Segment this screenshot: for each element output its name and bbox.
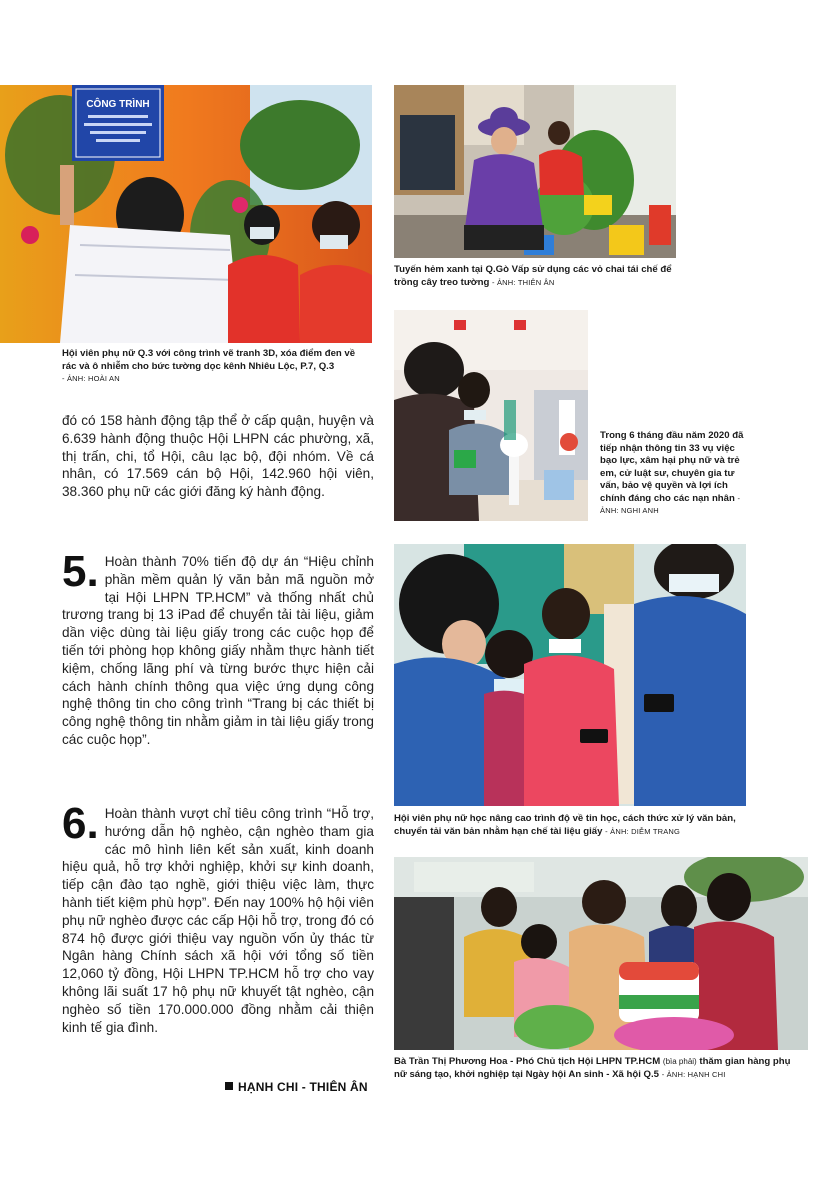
photo-wall-mural: [0, 85, 372, 343]
caption-photo-1: [62, 348, 372, 386]
photo-it-training: [394, 544, 746, 806]
point-text: Hoàn thành vượt chỉ tiêu công trình “Hỗ trợ, hướng dẫn hộ nghèo, cận nghèo tham gia các mô hình liên kết sản xuất, kinh doanh hiệu quả, hỗ trợ khởi nghiệp, khởi sự kinh doanh, tiếp cận đào tạo nghề, giới thiệu việc làm, thực hành tiết kiệm phù hợp”. Đến nay 100% hộ hội viên phụ nữ nghèo được các cấp Hội hỗ trợ, trong đó có 874 hộ được giới thiệu vay nguồn vốn ủy thác từ Ngân hàng Chính sách xã hội với tổng số tiền 12,060 tỷ đồng, Hội LHPN TP.HCM hỗ trợ cho vay không lãi suất 17 hộ phụ nữ khuyết tật nghèo, cận nghèo số tiền 170.000.000 đồng nhằm cải thiện kinh tế gia đình.: [62, 806, 374, 1035]
caption-photo-3: [600, 430, 750, 518]
caption-text: Tuyến hẻm xanh tại Q.Gò Vấp sử dụng các vỏ chai tái chế để trồng cây treo tường: [394, 264, 672, 288]
sign-text: CÔNG TRÌNH: [86, 99, 150, 110]
caption-note: (bìa phải): [662, 1057, 697, 1066]
caption-text: Hội viên phụ nữ Q.3 với công trình vẽ tranh 3D, xóa điểm đen về rác và ô nhiễm cho bức tường dọc kênh Nhiêu Lộc, P.7, Q.3: [62, 348, 356, 372]
photo-hospital-visit: [394, 310, 588, 521]
caption-text-a: Bà Trần Thị Phương Hoa - Phó Chủ tịch Hội LHPN TP.HCM: [394, 1056, 661, 1067]
caption-text: Trong 6 tháng đầu năm 2020 đã tiếp nhận thông tin 33 vụ việc bạo lực, xâm hại phụ nữ và trẻ em, cử luật sư, chuyên gia tư vấn, bảo vệ quyền và lợi ích chính đáng cho các nạn nhân: [600, 430, 744, 504]
caption-photo-5: [394, 1056, 794, 1081]
caption-text: Hội viên phụ nữ học nâng cao trình độ về tin học, cách thức xử lý văn bản, chuyển tải văn bản nhằm hạn chế tài liệu giấy: [394, 813, 736, 837]
byline-text: HẠNH CHI - THIÊN ÂN: [238, 1080, 368, 1094]
byline: [225, 1080, 368, 1094]
caption-credit: - ẢNH: HẠNH CHI: [661, 1069, 726, 1079]
article-point-6: [62, 799, 374, 1036]
caption-credit: - ẢNH: DIỄM TRANG: [605, 826, 681, 836]
photo-green-alley: [394, 85, 676, 258]
caption-photo-4: [394, 813, 746, 838]
caption-photo-2: [394, 264, 684, 289]
article-point-5: [62, 547, 374, 749]
point-text: Hoàn thành 70% tiến độ dự án “Hiệu chỉnh phần mềm quản lý văn bản mã nguồn mở tại Hội LHPN TP.HCM” và thống nhất chủ trương trang bị 13 iPad để chuyển tải tài liệu, giảm dần việc dùng tài liệu giấy trong các cuộc họp để tiến tới phòng họp không giấy nhằm thực hành tiết kiệm, chống lãng phí và từng bước thực hiện cải cách hành chính thông qua việc ứng dụng công nghệ thông tin cho công trình “Trang bị các thiết bị công nghệ thông tin nhằm giảm in tài liệu giấy trong các cuộc họp”.: [62, 554, 374, 747]
caption-text-b: thăm gian hàng phụ nữ sáng tạo, khởi nghiệp tại Ngày hội An sinh - Xã hội Q.5: [394, 1056, 791, 1080]
point-number: 6.: [62, 799, 99, 848]
caption-credit: - ẢNH: NGHI ANH: [600, 493, 741, 515]
photo-social-fair: [394, 857, 808, 1050]
caption-credit: - ẢNH: THIÊN ÂN: [492, 277, 555, 287]
article-intro: đó có 158 hành động tập thể ở cấp quận, huyện và 6.639 hành động thuộc Hội LHPN các phường, xã, thị trấn, chi, tổ Hội, câu lạc bộ, đội nhóm. Về cá nhân, có 17.569 cán bộ Hội, 142.960 hội viên, 38.360 phụ nữ các giới đăng ký hành động.: [62, 413, 374, 500]
caption-credit: - ẢNH: HOÀI AN: [62, 374, 120, 383]
square-bullet-icon: [225, 1082, 233, 1090]
point-number: 5.: [62, 547, 99, 596]
